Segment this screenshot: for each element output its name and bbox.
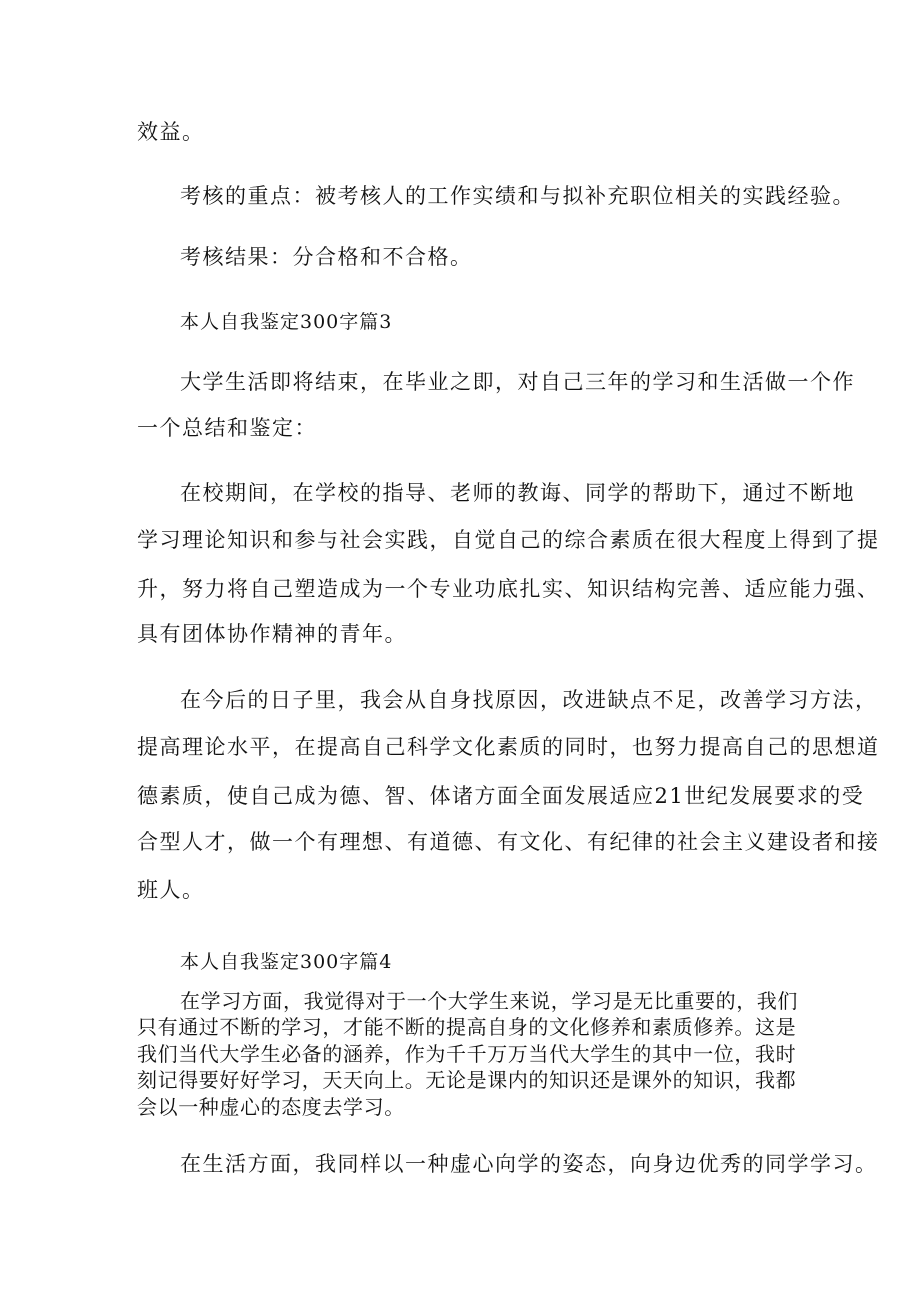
paragraph-line: 大学生活即将结束，在毕业之即，对自己三年的学习和生活做一个作 bbox=[180, 370, 855, 394]
paragraph-line: 合型人才，做一个有理想、有道德、有文化、有纪律的社会主义建设者和接 bbox=[137, 830, 880, 854]
paragraph-line: 一个总结和鉴定： bbox=[137, 416, 317, 440]
paragraph-line: 只有通过不断的学习，才能不断的提高自身的文化修养和素质修养。这是 bbox=[137, 1015, 797, 1039]
paragraph-line: 在校期间，在学校的指导、老师的教诲、同学的帮助下，通过不断地 bbox=[180, 481, 855, 505]
paragraph-line: 具有团体协作精神的青年。 bbox=[137, 622, 407, 646]
paragraph-line: 效益。 bbox=[137, 120, 205, 144]
paragraph-line: 我们当代大学生必备的涵养，作为千千万万当代大学生的其中一位，我时 bbox=[137, 1042, 797, 1066]
paragraph-line: 学习理论知识和参与社会实践，自觉自己的综合素质在很大程度上得到了提 bbox=[137, 528, 880, 552]
paragraph-line: 班人。 bbox=[137, 878, 205, 902]
paragraph-line: 在生活方面，我同样以一种虚心向学的姿态，向身边优秀的同学学习。 bbox=[180, 1152, 878, 1176]
paragraph-line: 考核结果：分合格和不合格。 bbox=[180, 245, 473, 269]
paragraph-line: 升，努力将自己塑造成为一个专业功底扎实、知识结构完善、适应能力强、 bbox=[137, 577, 880, 601]
paragraph-line: 刻记得要好好学习，天天向上。无论是课内的知识还是课外的知识，我都 bbox=[137, 1068, 797, 1092]
section-heading: 本人自我鉴定300字篇4 bbox=[180, 951, 393, 973]
paragraph-line: 会以一种虚心的态度去学习。 bbox=[137, 1095, 405, 1119]
paragraph-line: 考核的重点：被考核人的工作实绩和与拟补充职位相关的实践经验。 bbox=[180, 184, 855, 208]
paragraph-line: 在学习方面，我觉得对于一个大学生来说，学习是无比重要的，我们 bbox=[180, 989, 798, 1013]
paragraph-line: 提高理论水平，在提高自己科学文化素质的同时，也努力提高自己的思想道 bbox=[137, 735, 880, 759]
paragraph-line: 在今后的日子里，我会从自身找原因，改进缺点不足，改善学习方法， bbox=[180, 688, 878, 712]
section-heading: 本人自我鉴定300字篇3 bbox=[180, 311, 393, 333]
paragraph-line: 德素质，使自己成为德、智、体诸方面全面发展适应21世纪发展要求的受 bbox=[137, 784, 865, 808]
